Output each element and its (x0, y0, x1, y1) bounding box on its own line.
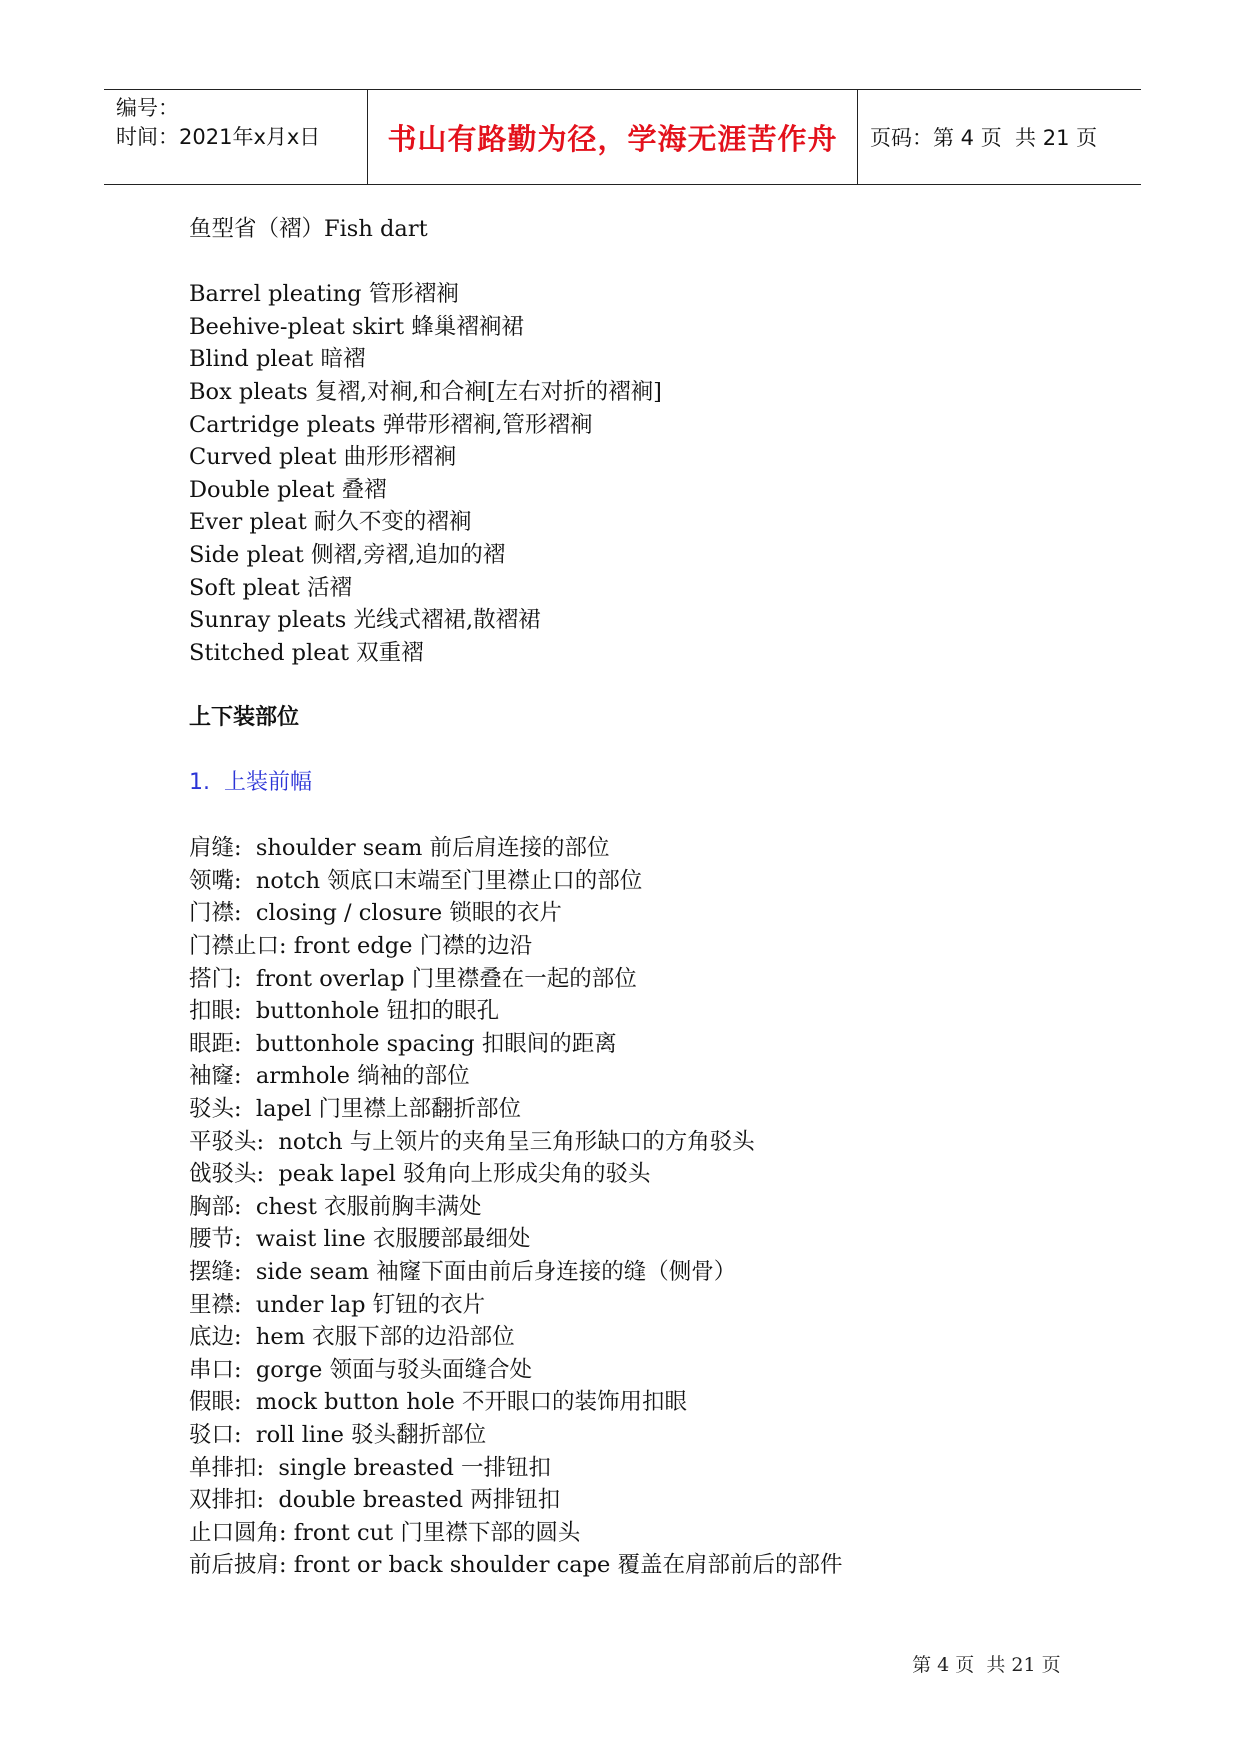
list-item: 腰节: waist line 衣服腰部最细处 (189, 1226, 531, 1253)
list-item: Stitched pleat 双重褶 (189, 639, 424, 666)
header-meta-cell (104, 90, 368, 184)
page-footer (900, 1628, 1061, 1677)
pleat-list (189, 278, 1149, 669)
list-item: Curved pleat 曲形形褶裥 (189, 444, 457, 471)
header-page-label: 页码：第 4 页 共 21 页 (870, 126, 1098, 150)
list-item: Beehive-pleat skirt 蜂巢褶裥裙 (189, 313, 524, 340)
list-item: 袖窿: armhole 绱袖的部位 (189, 1063, 470, 1090)
garment-parts-list (189, 832, 1149, 1582)
spacer (189, 246, 1149, 279)
spacer (189, 669, 1149, 702)
list-item: 门襟止口: front edge 门襟的边沿 (189, 933, 533, 960)
list-item: 前后披肩: front or back shoulder cape 覆盖在肩部前后的部件 (189, 1552, 843, 1579)
list-item: 肩缝: shoulder seam 前后肩连接的部位 (189, 835, 610, 862)
list-item: 驳口: roll line 驳头翻折部位 (189, 1421, 487, 1448)
list-item: 驳头: lapel 门里襟上部翻折部位 (189, 1096, 522, 1123)
list-item: 里襟: under lap 钉钮的衣片 (189, 1291, 486, 1318)
document-body (189, 213, 1149, 1582)
list-item: 假眼: mock button hole 不开眼口的装饰用扣眼 (189, 1389, 688, 1416)
list-item: 搭门: front overlap 门里襟叠在一起的部位 (189, 965, 637, 992)
list-item: 戗驳头: peak lapel 驳角向上形成尖角的驳头 (189, 1161, 651, 1188)
footer-page-number: 第 4 页 共 21 页 (912, 1654, 1061, 1676)
list-item: 领嘴: notch 领底口末端至门里襟止口的部位 (189, 867, 643, 894)
list-item: 门襟: closing / closure 锁眼的衣片 (189, 900, 562, 927)
list-item: 止口圆角: front cut 门里襟下部的圆头 (189, 1519, 581, 1546)
list-item: 扣眼: buttonhole 钮扣的眼孔 (189, 998, 500, 1025)
spacer (189, 735, 1149, 768)
subsection-title: 1. 上装前幅 (189, 770, 312, 796)
list-item: Blind pleat 暗褶 (189, 346, 366, 373)
list-item: 双排扣: double breasted 两排钮扣 (189, 1487, 561, 1514)
list-item: Soft pleat 活褶 (189, 574, 353, 601)
section-title: 上下装部位 (189, 704, 300, 730)
fish-dart-line: 鱼型省（褶）Fish dart (189, 216, 428, 242)
time-label: 时间：2021年x月x日 (116, 125, 321, 149)
list-item: 串口: gorge 领面与驳头面缝合处 (189, 1356, 532, 1383)
motto-text: 书山有路勤为径，学海无涯苦作舟 (387, 121, 838, 156)
list-item: Barrel pleating 管形褶裥 (189, 281, 459, 308)
list-item: Sunray pleats 光线式褶裙,散褶裙 (189, 607, 541, 634)
page-number-cell (858, 90, 1141, 184)
list-item: Double pleat 叠褶 (189, 476, 387, 503)
list-item: Cartridge pleats 弹带形褶裥,管形褶裥 (189, 411, 593, 438)
list-item: 底边: hem 衣服下部的边沿部位 (189, 1324, 515, 1351)
list-item: Box pleats 复褶,对裥,和合裥[左右对折的褶裥] (189, 378, 662, 405)
document-header (104, 89, 1141, 185)
list-item: 平驳头: notch 与上领片的夹角呈三角形缺口的方角驳头 (189, 1128, 755, 1155)
motto-cell (368, 90, 858, 184)
number-label: 编号： (116, 96, 179, 120)
spacer (189, 800, 1149, 833)
list-item: 胸部: chest 衣服前胸丰满处 (189, 1193, 482, 1220)
list-item: Ever pleat 耐久不变的褶裥 (189, 509, 472, 536)
list-item: Side pleat 侧褶,旁褶,追加的褶 (189, 541, 506, 568)
list-item: 单排扣: single breasted 一排钮扣 (189, 1454, 552, 1481)
list-item: 眼距: buttonhole spacing 扣眼间的距离 (189, 1030, 617, 1057)
list-item: 摆缝: side seam 袖窿下面由前后身连接的缝（侧骨） (189, 1259, 737, 1285)
